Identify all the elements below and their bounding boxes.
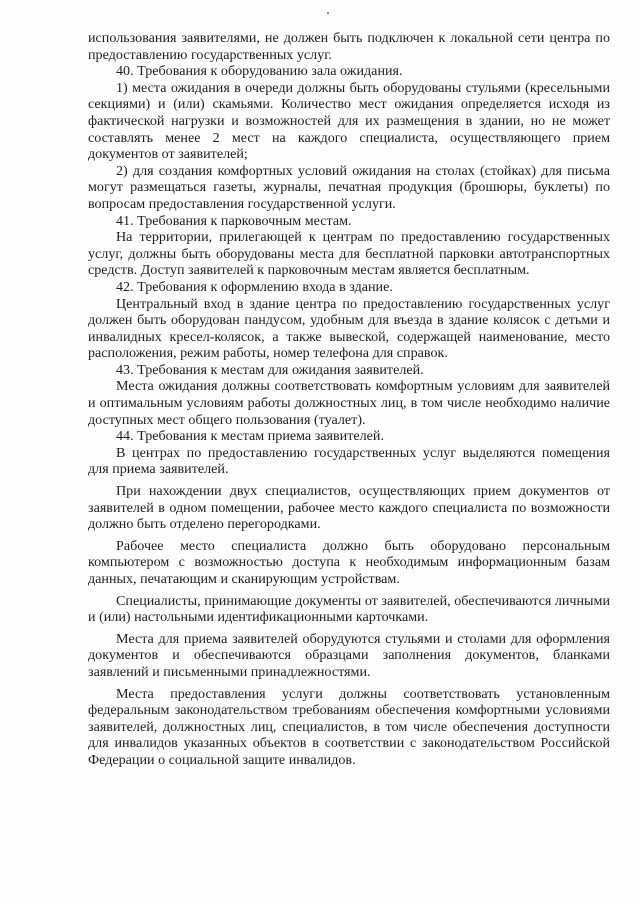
paragraph-42: Центральный вход в здание центра по предоставлению государственных услуг должен быть оборудован пандусом, удобным для въезда в здание колясок с детьми и инвалидных кресел-колясок, а также вывеской, содержащей наименование, место расположения, режим работы, номер телефона для справок. [88, 295, 610, 362]
paragraph-43: Места ожидания должны соответствовать комфортным условиям для заявителей и оптимальным условиям работы должностных лиц, в том числе необходимо наличие доступных мест общего пользования (туалет). [88, 378, 610, 428]
section-heading-41: 41. Требования к парковочным местам. [116, 212, 352, 229]
paragraph-40-2: 2) для создания комфортных условий ожидания на столах (стойках) для письма могут размещаться газеты, журналы, печатная продукция (брошюры, буклеты) по вопросам предоставления государственной услуги. [88, 162, 610, 212]
section-heading-44: 44. Требования к местам приема заявителей. [116, 428, 384, 445]
paragraph-44-4: Специалисты, принимающие документы от заявителей, обеспечиваются личными и (или) настольными идентификационными карточками. [88, 592, 610, 626]
section-heading-42: 42. Требования к оформлению входа в здание. [116, 278, 393, 295]
paragraph-44-1: В центрах по предоставлению государственных услуг выделяются помещения для приема заявителей. [88, 444, 610, 478]
paragraph-41: На территории, прилегающей к центрам по предоставлению государственных услуг, должны быть оборудованы места для бесплатной парковки автотранспортных средств. Доступ заявителей к парковочным местам является бесплатным. [88, 229, 610, 279]
paragraph-44-5: Места для приема заявителей оборудуются стульями и столами для оформления документов и обеспечиваются образцами заполнения документов, бланками заявлений и письменными принадлежностями. [88, 630, 610, 680]
section-heading-40: 40. Требования к оборудованию зала ожидания. [116, 63, 403, 80]
section-heading-43: 43. Требования к местам для ожидания заявителей. [116, 361, 424, 378]
scan-speck [327, 12, 329, 14]
paragraph-40-1: 1) места ожидания в очереди должны быть оборудованы стульями (кресельными секциями) и (или) скамьями. Количество мест ожидания определяется исходя из фактической нагрузки и возможностей для их размещения в здании, но не может составлять менее 2 мест на каждого специалиста, осуществляющего прием документов от заявителей; [88, 79, 610, 163]
paragraph-44-6: Места предоставления услуги должны соответствовать установленным федеральным законодательством требованиям обеспечения комфортными условиями заявителей, должностных лиц, специалистов, в том числе обеспечения доступности для инвалидов указанных объектов в соответствии с законодательством Российской Федерации о социальной защите инвалидов. [88, 685, 610, 768]
paragraph-continuation: использования заявителями, не должен быть подключен к локальной сети центра по предоставлению государственных услуг. [88, 30, 610, 63]
paragraph-44-2: При нахождении двух специалистов, осуществляющих прием документов от заявителей в одном помещении, рабочее место каждого специалиста по возможности должно быть отделено перегородками. [88, 483, 610, 533]
paragraph-44-3: Рабочее место специалиста должно быть оборудовано персональным компьютером с возможностью доступа к необходимым информационным базам данных, печатающим и сканирующим устройствам. [88, 537, 610, 587]
